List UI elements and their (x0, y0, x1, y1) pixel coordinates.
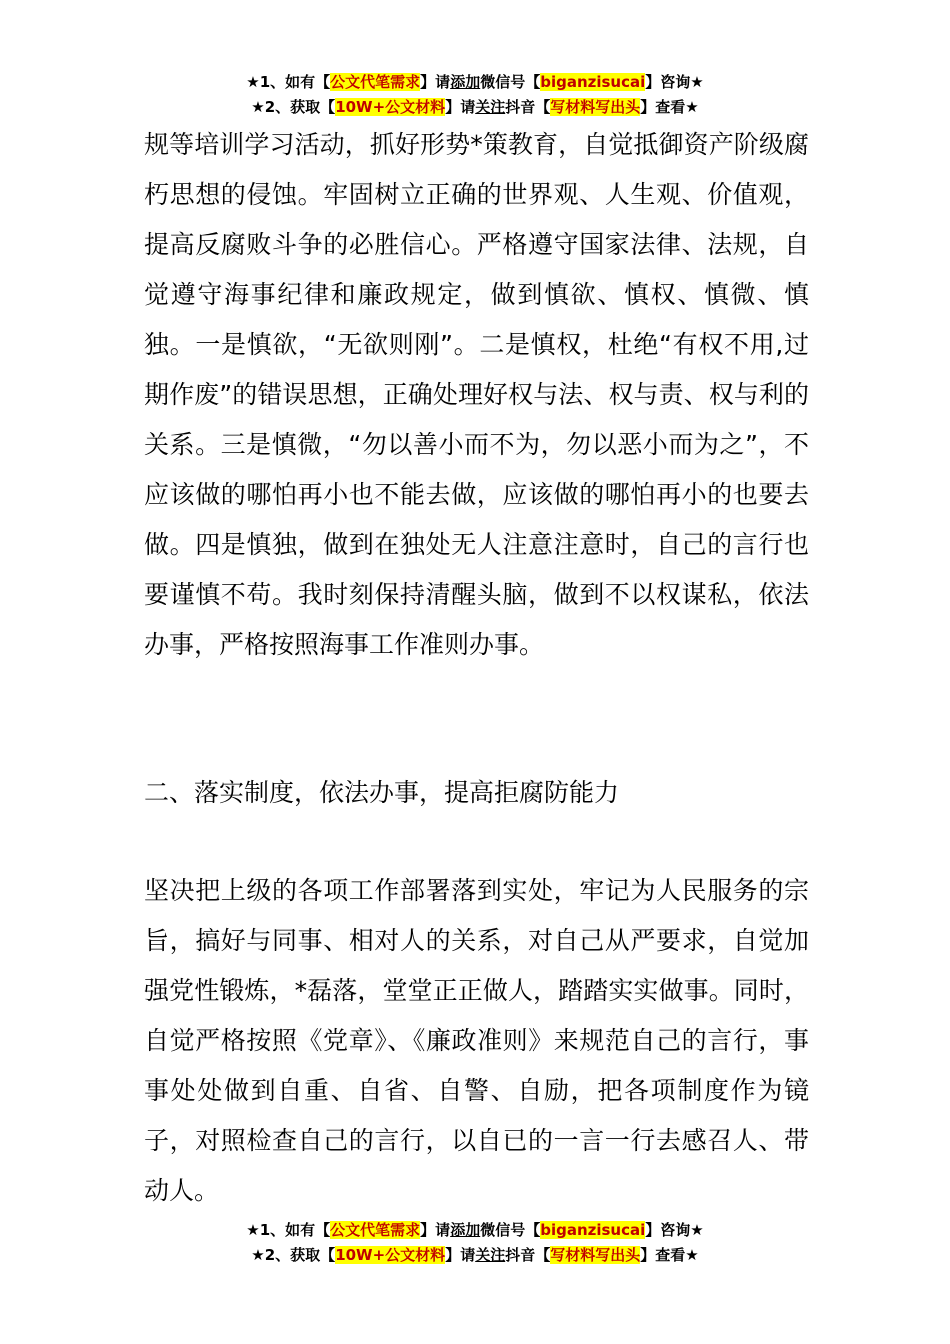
banner-wechat-id: biganzisucai (540, 1221, 646, 1239)
banner-text: 微信号【 (480, 1221, 541, 1239)
banner-underline: 关注 (475, 1246, 506, 1264)
banner-text: 微信号【 (480, 73, 541, 91)
document-body-section-1 (144, 120, 809, 670)
banner-text: 】咨询★ (645, 1221, 704, 1239)
paragraph: 坚决把上级的各项工作部署落到实处，牢记为人民服务的宗旨，搞好与同事、相对人的关系，对自己从严要求，自觉加强党性锻炼，*磊落，堂堂正正做人，踏踏实实做事。同时，自觉严格按照《党章》、《廉政准则》来规范自己的言行，事事处处做到自重、自省、自警、自励，把各项制度作为镜子，对照检查自己的言行，以自已的一言一行去感召人、带动人。 (144, 876, 809, 1205)
banner-highlight: 10W+公文材料 (335, 98, 446, 116)
banner-text: 抖音【 (505, 98, 551, 116)
document-body-section-2 (144, 866, 809, 1216)
banner-text: 】请 (420, 73, 451, 91)
banner-underline: 添加 (450, 73, 481, 91)
top-banner (0, 70, 950, 120)
banner-line-1 (0, 70, 950, 95)
banner-text: 】咨询★ (645, 73, 704, 91)
banner-underline: 添加 (450, 1221, 481, 1239)
banner-text: 】请 (420, 1221, 451, 1239)
banner-highlight: 10W+公文材料 (335, 1246, 446, 1264)
banner-text: 】查看★ (640, 98, 699, 116)
banner-text: ★2、获取【 (251, 1246, 336, 1264)
bottom-banner (0, 1218, 950, 1268)
document-heading-section (144, 768, 809, 818)
section-heading: 二、落实制度，依法办事，提高拒腐防能力 (144, 778, 620, 807)
banner-text: 】查看★ (640, 1246, 699, 1264)
banner-line-2 (0, 95, 950, 120)
banner-underline: 关注 (475, 98, 506, 116)
banner-text: 】请 (445, 1246, 476, 1264)
banner-douyin-id: 写材料写出头 (550, 98, 641, 116)
banner-text: ★1、如有【 (246, 1221, 331, 1239)
banner-text: 抖音【 (505, 1246, 551, 1264)
banner-highlight: 公文代笔需求 (330, 73, 421, 91)
banner-douyin-id: 写材料写出头 (550, 1246, 641, 1264)
banner-text: 】请 (445, 98, 476, 116)
paragraph: 规等培训学习活动，抓好形势*策教育，自觉抵御资产阶级腐朽思想的侵蚀。牢固树立正确的世界观、人生观、价值观，提高反腐败斗争的必胜信心。严格遵守国家法律、法规，自觉遵守海事纪律和廉政规定，做到慎欲、慎权、慎微、慎独。一是慎欲，“无欲则刚”。二是慎权，杜绝“有权不用,过期作废”的错误思想，正确处理好权与法、权与责、权与利的关系。三是慎微，“勿以善小而不为，勿以恶小而为之”，不应该做的哪怕再小也不能去做，应该做的哪怕再小的也要去做。四是慎独，做到在独处无人注意注意时，自己的言行也要谨慎不苟。我时刻保持清醒头脑，做到不以权谋私，依法办事，严格按照海事工作准则办事。 (144, 130, 809, 659)
banner-line-1 (0, 1218, 950, 1243)
banner-text: ★1、如有【 (246, 73, 331, 91)
banner-highlight: 公文代笔需求 (330, 1221, 421, 1239)
banner-text: ★2、获取【 (251, 98, 336, 116)
banner-line-2 (0, 1243, 950, 1268)
banner-wechat-id: biganzisucai (540, 73, 646, 91)
